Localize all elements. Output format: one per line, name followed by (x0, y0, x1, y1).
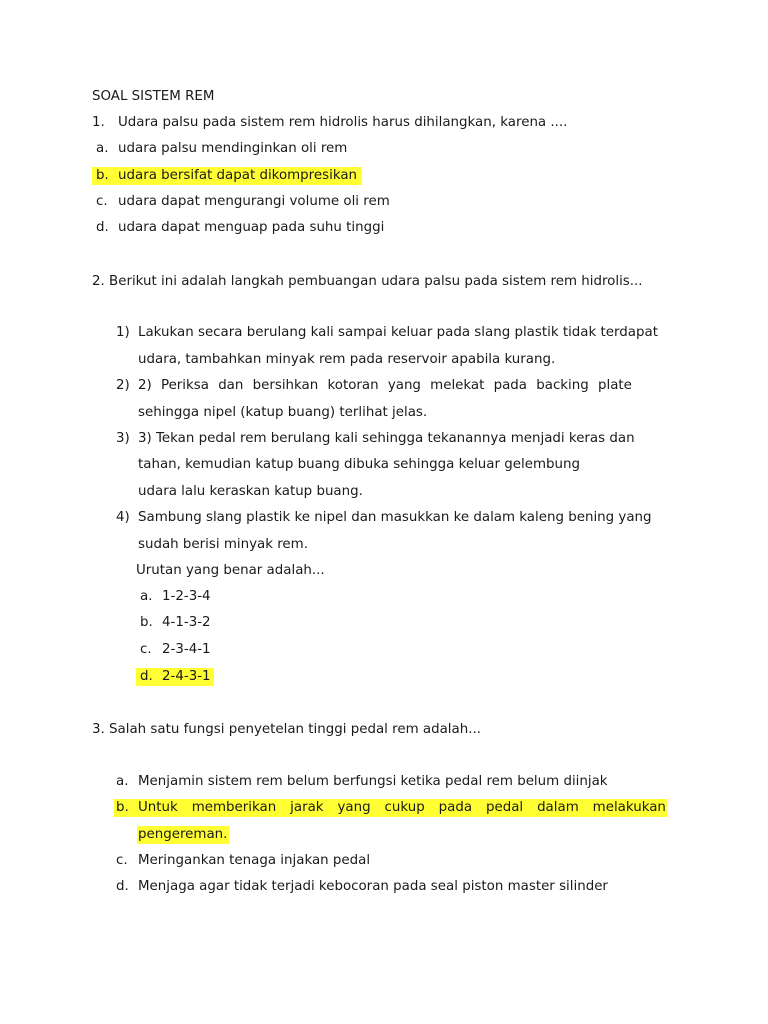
q2-step-4-number: 4) (116, 510, 130, 525)
word: melakukan (592, 800, 666, 815)
q2-step-2-number: 2) (116, 378, 130, 393)
q1-option-d-text: udara dapat menguap pada suhu tinggi (118, 220, 385, 235)
word: pada (438, 800, 473, 815)
q2-option-d-highlight (136, 668, 214, 686)
word: kotoran (327, 378, 379, 393)
q2-step-1-line-2: udara, tambahkan minyak rem pada reservoir apabila kurang. (138, 352, 556, 367)
q2-step-3-line-3: udara lalu keraskan katup buang. (138, 484, 363, 499)
word: Untuk (138, 800, 178, 815)
q3-option-b-line-1 (138, 799, 666, 817)
word: pedal (485, 800, 524, 815)
q3-option-b-letter: b. (116, 800, 129, 815)
word: bersihkan (252, 378, 319, 393)
q2-step-3-line-2: tahan, kemudian katup buang dibuka sehingga keluar gelembung (138, 457, 580, 472)
word: backing (536, 378, 589, 393)
word: 2) (138, 378, 152, 393)
q3-option-d-text: Menjaga agar tidak terjadi kebocoran pada seal piston master silinder (138, 879, 608, 894)
q2-prompt: Urutan yang benar adalah... (136, 563, 325, 578)
question-1-text: Udara palsu pada sistem rem hidrolis harus dihilangkan, karena .... (118, 115, 568, 130)
q1-option-c-text: udara dapat mengurangi volume oli rem (118, 194, 390, 209)
q2-step-4-line-2: sudah berisi minyak rem. (138, 537, 308, 552)
word: jarak (290, 800, 324, 815)
q1-option-b-letter: b. (96, 168, 109, 183)
word: yang (337, 800, 371, 815)
q2-option-c-letter: c. (140, 642, 152, 657)
q2-step-2-line-2: sehingga nipel (katup buang) terlihat jelas. (138, 405, 428, 420)
q2-step-4-line-1: Sambung slang plastik ke nipel dan masukkan ke dalam kaleng bening yang (138, 510, 652, 525)
q2-step-2-line-1 (138, 377, 632, 395)
q1-option-a-text: udara palsu mendinginkan oli rem (118, 141, 348, 156)
q2-option-c-text: 2-3-4-1 (162, 642, 211, 657)
word: melekat (430, 378, 485, 393)
q2-option-d-letter: d. (140, 669, 153, 684)
word: pada (493, 378, 528, 393)
word: Periksa (160, 378, 209, 393)
q3-option-b-line-2: pengereman. (138, 827, 228, 842)
word: dalam (537, 800, 579, 815)
q3-option-d-letter: d. (116, 879, 129, 894)
word: plate (597, 378, 632, 393)
question-1-number: 1. (92, 115, 105, 130)
word: memberikan (191, 800, 277, 815)
q2-step-1-line-1: Lakukan secara berulang kali sampai keluar pada slang plastik tidak terdapat (138, 325, 658, 340)
q2-option-b-text: 4-1-3-2 (162, 615, 211, 630)
q3-option-a-text: Menjamin sistem rem belum berfungsi ketika pedal rem belum diinjak (138, 774, 608, 789)
q1-option-d-letter: d. (96, 220, 109, 235)
question-2-text: 2. Berikut ini adalah langkah pembuangan udara palsu pada sistem rem hidrolis... (92, 274, 643, 289)
q2-option-a-text: 1-2-3-4 (162, 589, 211, 604)
document-title: SOAL SISTEM REM (92, 89, 215, 104)
q3-option-c-letter: c. (116, 853, 128, 868)
q2-step-1-number: 1) (116, 325, 130, 340)
q1-option-b-text: udara bersifat dapat dikompresikan (118, 168, 358, 183)
word: dan (218, 378, 244, 393)
word: cukup (384, 800, 425, 815)
q3-option-a-letter: a. (116, 774, 129, 789)
q2-option-d-text: 2-4-3-1 (162, 669, 211, 684)
q2-step-3-number: 3) (116, 431, 130, 446)
q2-step-3-line-1: 3) Tekan pedal rem berulang kali sehingga tekanannya menjadi keras dan (138, 431, 635, 446)
q3-option-c-text: Meringankan tenaga injakan pedal (138, 853, 371, 868)
word: yang (387, 378, 421, 393)
question-3-text: 3. Salah satu fungsi penyetelan tinggi pedal rem adalah... (92, 722, 481, 737)
q1-option-c-letter: c. (96, 194, 108, 209)
q2-option-a-letter: a. (140, 589, 153, 604)
q1-option-a-letter: a. (96, 141, 109, 156)
q1-option-b-highlight (92, 167, 362, 185)
q2-option-b-letter: b. (140, 615, 153, 630)
